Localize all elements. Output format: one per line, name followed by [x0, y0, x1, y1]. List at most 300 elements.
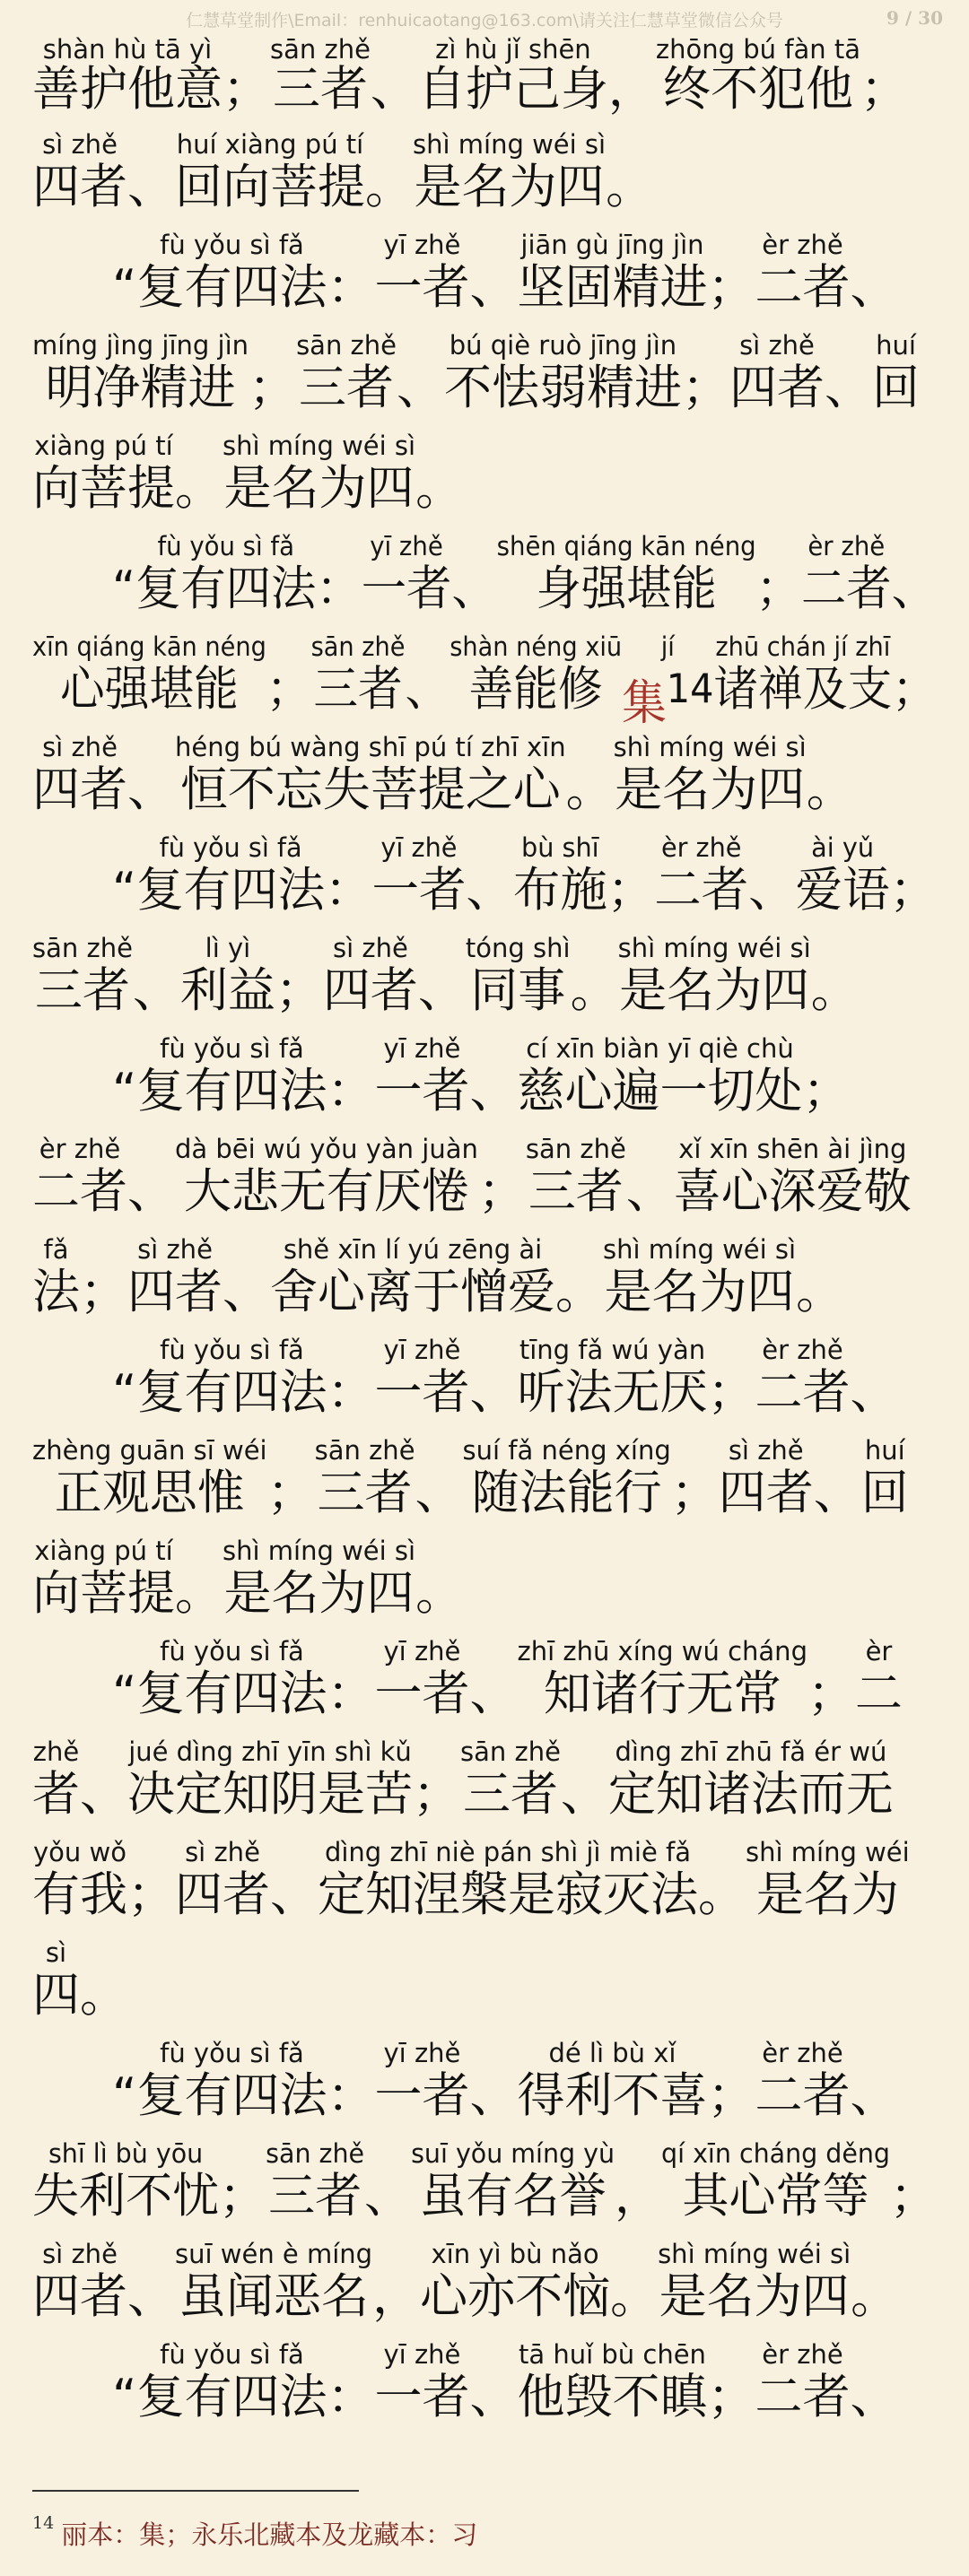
- ruby-segment: [755, 1334, 850, 1420]
- pinyin: dà bēi wú yǒu yàn juàn: [175, 1134, 478, 1164]
- hanzi: 大悲无有厌惓: [183, 1164, 469, 1219]
- ruby-segment: [311, 631, 406, 717]
- hanzi: 、: [364, 2169, 412, 2224]
- ruby-segment: [517, 2037, 707, 2123]
- hanzi: 明净精进: [45, 361, 236, 415]
- pinyin: [364, 2137, 411, 2170]
- hanzi: 其心常等: [682, 2169, 869, 2224]
- ruby-segment: [444, 329, 682, 415]
- pinyin: jí: [660, 631, 675, 662]
- ruby-segment: [112, 2338, 136, 2424]
- pinyin: xiàng pú tí: [34, 431, 173, 461]
- ruby-segment: [682, 329, 729, 415]
- ruby-segment: [469, 1032, 517, 1118]
- ruby-segment: [327, 1032, 374, 1118]
- pinyin: bú qiè ruò jīng jìn: [449, 330, 677, 361]
- ruby-segment: [748, 831, 795, 918]
- pinyin: [851, 2238, 898, 2270]
- text-line: [0, 1635, 969, 1736]
- pinyin: [748, 831, 795, 864]
- ruby-segment: [802, 1032, 850, 1118]
- ruby-segment: [411, 2137, 615, 2224]
- hanzi: 善护他意: [32, 62, 223, 117]
- hanzi: 三者: [313, 662, 403, 717]
- hanzi: 二者: [755, 2068, 851, 2123]
- pinyin: fǎ: [43, 1234, 69, 1265]
- pinyin: [807, 731, 854, 763]
- text-line: [1, 831, 960, 932]
- pinyin: suī yǒu míng yù: [411, 2138, 615, 2169]
- ruby-segment: [526, 1133, 626, 1219]
- hanzi: 坚固精进: [517, 260, 708, 315]
- pinyin: fù yǒu sì fǎ: [160, 1033, 304, 1064]
- hanzi: ；: [707, 2068, 755, 2123]
- ruby-segment: [606, 128, 653, 214]
- hanzi: 是名为四: [223, 461, 415, 516]
- ruby-segment: [618, 932, 811, 1018]
- ruby-segment: [175, 1836, 270, 1922]
- ruby-segment: [112, 1635, 136, 1721]
- hanzi: 四者: [718, 1466, 814, 1520]
- ruby-segment: [566, 731, 614, 817]
- hanzi: 。: [570, 963, 618, 1018]
- ruby-segment: [374, 2037, 469, 2123]
- ruby-segment: [135, 530, 316, 616]
- pinyin: [698, 1836, 746, 1868]
- ruby-segment: [127, 1836, 175, 1922]
- hanzi: 、: [560, 1767, 608, 1822]
- text-line: [0, 1334, 969, 1434]
- pinyin: [707, 2037, 755, 2069]
- ruby-segment: [463, 1434, 671, 1520]
- hanzi: 、: [813, 1466, 861, 1520]
- ruby-segment: [415, 1434, 463, 1520]
- hanzi: 向菩提: [32, 461, 175, 516]
- hanzi: 诸禅及支: [713, 662, 893, 717]
- pinyin: ài yǔ: [811, 832, 875, 863]
- ruby-segment: [223, 430, 415, 516]
- hanzi: 是名为四: [659, 2269, 850, 2324]
- pinyin: jiān gù jīng jìn: [520, 230, 704, 260]
- pinyin: [112, 1032, 136, 1065]
- pinyin: [127, 1133, 175, 1165]
- hanzi: 、: [80, 1767, 127, 1822]
- hanzi: 二者: [800, 561, 892, 616]
- ruby-segment: [32, 731, 127, 817]
- hanzi: 是名为四: [615, 762, 806, 817]
- pinyin: [607, 831, 654, 864]
- ruby-segment: [32, 932, 133, 1018]
- pinyin: fù yǒu sì fǎ: [160, 230, 304, 260]
- ruby-segment: [892, 631, 937, 717]
- ruby-segment: [811, 932, 859, 1018]
- pinyin: héng bú wàng shī pú tí zhī xīn: [175, 732, 566, 762]
- hanzi: 、: [223, 1265, 270, 1319]
- text-line: [0, 1233, 969, 1334]
- ruby-segment: [825, 329, 872, 415]
- ruby-segment: [796, 831, 890, 918]
- pinyin: [127, 731, 175, 763]
- pinyin: [802, 1032, 850, 1065]
- hanzi: 。: [415, 461, 464, 516]
- hanzi: 虽闻恶名: [179, 2269, 370, 2324]
- pinyin: [571, 932, 618, 964]
- pinyin: shì míng wéi: [746, 1837, 910, 1867]
- hanzi: 三者: [299, 361, 395, 415]
- pinyin: [469, 2338, 517, 2371]
- pinyin: dìng zhī niè pán shì jì miè fǎ: [324, 1837, 692, 1867]
- pinyin: zhī zhū xíng wú cháng: [517, 1636, 808, 1667]
- ruby-segment: [136, 229, 327, 315]
- hanzi: 是名为: [755, 1867, 899, 1922]
- pinyin: shì míng wéi sì: [223, 431, 416, 461]
- ruby-segment: [451, 530, 496, 616]
- pinyin: sì zhě: [728, 1435, 804, 1466]
- pinyin: [469, 1032, 517, 1065]
- text-line: [0, 36, 969, 128]
- ruby-segment: [133, 932, 180, 1018]
- hanzi: 、: [891, 561, 937, 616]
- hanzi: 一者: [374, 1064, 470, 1118]
- pinyin: [555, 1233, 603, 1266]
- pinyin: [133, 932, 180, 964]
- pinyin: cí xīn biàn yī qiè chù: [526, 1033, 794, 1064]
- ruby-segment: [698, 1836, 746, 1922]
- hanzi: ；: [477, 1164, 526, 1219]
- pinyin: [325, 831, 371, 864]
- ruby-segment: [850, 229, 897, 315]
- text-line: [0, 932, 969, 1032]
- pinyin: yī zhě: [383, 1636, 461, 1667]
- ruby-segment: [32, 631, 266, 717]
- ruby-segment: [755, 229, 850, 315]
- ruby-segment: [707, 1334, 755, 1420]
- hanzi: 、: [469, 1667, 518, 1721]
- hanzi: 、: [824, 361, 872, 415]
- hanzi: ；: [670, 1466, 719, 1520]
- hanzi: 不怯弱精进: [443, 361, 682, 415]
- hanzi: 回向菩提: [175, 160, 365, 214]
- pinyin: shàn hù tā yì: [42, 34, 213, 65]
- hanzi: 四: [32, 1968, 80, 2023]
- hanzi: 三者: [317, 1466, 413, 1520]
- hanzi: 一者: [374, 260, 470, 315]
- hanzi: 、: [850, 2068, 898, 2123]
- pinyin: [413, 1736, 460, 1768]
- pinyin: dé lì bù xǐ: [548, 2038, 677, 2068]
- hanzi: 。: [175, 461, 223, 516]
- pinyin: [892, 530, 937, 562]
- ruby-segment: [32, 1836, 127, 1922]
- hanzi: 复有四法: [136, 1365, 327, 1420]
- ruby-segment: [323, 932, 418, 1018]
- hanzi: 。: [175, 1566, 223, 1621]
- hanzi: [622, 663, 714, 731]
- hanzi: 得利不喜: [517, 2068, 708, 2123]
- ruby-segment: [327, 1334, 374, 1420]
- ruby-segment: [316, 530, 361, 616]
- hanzi: ；: [860, 62, 908, 117]
- hanzi: 复有四法: [136, 260, 327, 315]
- ruby-segment: [450, 631, 622, 717]
- ruby-segment: [460, 1736, 561, 1822]
- text-line: [0, 1936, 969, 2037]
- pinyin: [327, 1032, 374, 1065]
- pinyin: [127, 1836, 175, 1868]
- hanzi: 虽有名誉: [419, 2169, 607, 2224]
- pinyin: [80, 1233, 127, 1266]
- watermark-header: 仁慧草堂制作\Email：renhuicaotang@163.com\请关注仁慧草堂微信公众号: [186, 11, 783, 30]
- hanzi: 向菩提: [32, 1566, 175, 1621]
- pinyin: [127, 128, 175, 161]
- pinyin: [175, 430, 223, 462]
- pinyin: [112, 2338, 136, 2371]
- hanzi: 、: [127, 160, 175, 214]
- ruby-segment: [275, 932, 323, 1018]
- pinyin: [707, 2338, 755, 2371]
- ruby-segment: [266, 631, 311, 717]
- hanzi: 、: [469, 260, 518, 315]
- ruby-segment: [397, 329, 444, 415]
- hanzi: ；: [607, 863, 655, 918]
- ruby-segment: [561, 1736, 608, 1822]
- scripture-text: [0, 36, 969, 2439]
- ruby-segment: [136, 831, 325, 918]
- ruby-segment: [615, 2137, 661, 2224]
- pinyin: [219, 2137, 266, 2170]
- hanzi: 复有四法: [136, 1667, 327, 1721]
- hanzi: ；: [707, 2370, 755, 2424]
- pinyin: sì: [45, 1937, 67, 1968]
- pinyin: [469, 229, 517, 261]
- hanzi: 他毁不瞋: [517, 2370, 708, 2424]
- hanzi: ；: [266, 662, 311, 717]
- ruby-segment: [707, 229, 755, 315]
- ruby-segment: [418, 932, 466, 1018]
- hanzi: 有我: [32, 1867, 127, 1922]
- hanzi: ；: [707, 260, 755, 315]
- ruby-segment: [808, 1635, 855, 1721]
- ruby-segment: [175, 1535, 223, 1621]
- ruby-segment: [362, 530, 452, 616]
- pinyin: [469, 1635, 517, 1667]
- ruby-segment: [32, 128, 127, 214]
- ruby-segment: [127, 1233, 223, 1319]
- ruby-segment: [32, 1736, 80, 1822]
- hanzi: 正观思惟: [54, 1466, 245, 1520]
- hanzi: 复有四法: [136, 2068, 327, 2123]
- ruby-segment: [608, 36, 656, 117]
- hanzi: 慈心遍一切处: [517, 1064, 803, 1118]
- pinyin: [890, 831, 937, 864]
- ruby-segment: [270, 1836, 318, 1922]
- pinyin: [451, 530, 496, 562]
- ruby-segment: [371, 831, 466, 918]
- pinyin: shě xīn lí yú zēng ài: [283, 1234, 543, 1265]
- ruby-segment: [406, 631, 450, 717]
- ruby-segment: [374, 229, 469, 315]
- hanzi: 四者: [32, 762, 127, 817]
- hanzi: “: [112, 2370, 137, 2424]
- ruby-segment: [796, 1233, 843, 1319]
- pinyin: yī zhě: [383, 1033, 461, 1064]
- hanzi: 布施: [512, 863, 607, 918]
- pinyin: shàn néng xiū: [450, 631, 623, 662]
- pinyin: sì zhě: [333, 933, 408, 963]
- text-line: [0, 1836, 969, 1936]
- hanzi: ；: [681, 361, 729, 415]
- text-line: [5, 530, 937, 631]
- ruby-segment: [127, 1736, 413, 1822]
- pinyin: fù yǒu sì fǎ: [160, 2038, 304, 2068]
- ruby-segment: [112, 831, 136, 918]
- hanzi: 复有四法: [136, 863, 326, 918]
- ruby-segment: [318, 1836, 698, 1922]
- hanzi: 随法能行: [471, 1466, 662, 1520]
- ruby-segment: [571, 932, 618, 1018]
- pinyin: fù yǒu sì fǎ: [159, 832, 302, 863]
- ruby-segment: [32, 430, 175, 516]
- ruby-segment: [32, 329, 249, 415]
- hanzi: 、: [850, 2370, 898, 2424]
- text-line: [0, 2037, 969, 2137]
- ruby-segment: [418, 36, 608, 117]
- ruby-segment: [175, 2238, 372, 2324]
- hanzi: 、: [451, 561, 497, 616]
- pinyin: fù yǒu sì fǎ: [160, 1335, 304, 1365]
- pinyin: èr zhě: [762, 2339, 843, 2370]
- pinyin: bù shī: [520, 832, 599, 863]
- pinyin: dìng zhī zhū fǎ ér wú: [615, 1736, 887, 1767]
- ruby-segment: [469, 1635, 517, 1721]
- pinyin: èr zhě: [660, 832, 742, 863]
- pinyin: [466, 831, 512, 864]
- hanzi: 一者: [374, 2068, 470, 2123]
- hanzi: 四者: [175, 1867, 270, 1922]
- text-line: [2, 631, 937, 731]
- ruby-segment: [755, 2338, 850, 2424]
- hanzi: 三者: [528, 1164, 624, 1219]
- pinyin: [892, 631, 937, 663]
- hanzi: ；: [266, 1466, 315, 1520]
- pinyin: sān zhě: [266, 2138, 365, 2169]
- hanzi: 听法无厌: [517, 1365, 708, 1420]
- hanzi: 、: [748, 863, 796, 918]
- hanzi: “: [112, 1064, 137, 1118]
- hanzi: ；: [889, 863, 937, 918]
- pinyin: [561, 1736, 608, 1768]
- ruby-segment: [270, 36, 371, 117]
- pinyin: [275, 932, 323, 964]
- ruby-segment: [32, 1535, 175, 1621]
- ruby-segment: [136, 1334, 327, 1420]
- hanzi: ；: [80, 1265, 127, 1319]
- pinyin: huí: [864, 1435, 905, 1466]
- ruby-segment: [32, 1133, 127, 1219]
- ruby-segment: [127, 128, 175, 214]
- hanzi: 、: [469, 1365, 518, 1420]
- ruby-segment: [374, 1635, 469, 1721]
- hanzi: 是名为四: [414, 160, 605, 214]
- hanzi: 定知诸法而无: [607, 1767, 894, 1822]
- ruby-segment: [80, 1736, 127, 1822]
- ruby-segment: [872, 329, 920, 415]
- hanzi: ，: [372, 2269, 421, 2324]
- ruby-segment: [614, 731, 807, 817]
- pinyin: huí: [876, 330, 916, 361]
- pinyin: sì zhě: [42, 2239, 118, 2269]
- hanzi: ；: [127, 1867, 175, 1922]
- hanzi: 四者: [322, 963, 418, 1018]
- ruby-segment: [850, 1334, 897, 1420]
- ruby-segment: [746, 1836, 910, 1922]
- hanzi: “: [112, 1667, 137, 1721]
- hanzi: ；: [223, 62, 270, 117]
- pinyin: xǐ xīn shēn ài jìng: [678, 1134, 907, 1164]
- ruby-segment: [270, 1233, 555, 1319]
- hanzi: 利益: [179, 963, 275, 1018]
- pinyin: [249, 329, 296, 361]
- page-header: [0, 0, 969, 36]
- ruby-segment: [851, 2238, 898, 2324]
- pinyin: [418, 932, 466, 964]
- pinyin: yǒu wǒ: [33, 1837, 127, 1867]
- ruby-segment: [517, 1334, 707, 1420]
- pinyin: [825, 329, 872, 361]
- pinyin: [415, 430, 463, 462]
- pinyin: yī zhě: [380, 832, 458, 863]
- pinyin: [850, 229, 897, 261]
- pinyin: [860, 36, 908, 63]
- ruby-segment: [513, 831, 607, 918]
- hanzi: 。: [415, 1566, 464, 1621]
- pinyin: zì hù jǐ shēn: [435, 34, 591, 65]
- pinyin: [808, 1635, 855, 1667]
- pinyin: zhōng bú fàn tā: [655, 34, 860, 65]
- hanzi: 、: [469, 2370, 518, 2424]
- pinyin: [850, 2037, 897, 2069]
- text-line: [0, 1133, 969, 1233]
- hanzi: 是名为四: [604, 1265, 795, 1319]
- ruby-segment: [466, 932, 571, 1018]
- hanzi: 、: [417, 963, 466, 1018]
- hanzi: 二者: [755, 1365, 851, 1420]
- ruby-segment: [249, 329, 296, 415]
- pinyin: huí xiàng pú tí: [176, 129, 364, 160]
- hanzi: 身强堪能: [536, 561, 717, 616]
- pinyin: yī zhě: [383, 2038, 461, 2068]
- ruby-segment: [814, 1434, 861, 1520]
- ruby-segment: [707, 2037, 755, 2123]
- hanzi: ：: [316, 561, 362, 616]
- hanzi: 、: [469, 1064, 518, 1118]
- hanzi: ：: [325, 863, 372, 918]
- pinyin: yī zhě: [383, 1335, 461, 1365]
- pinyin: fù yǒu sì fǎ: [157, 531, 295, 561]
- pinyin: [671, 1434, 719, 1466]
- ruby-segment: [517, 1032, 802, 1118]
- ruby-segment: [517, 2338, 707, 2424]
- ruby-segment: [296, 329, 397, 415]
- ruby-segment: [32, 2238, 127, 2324]
- hanzi: 。: [806, 762, 854, 817]
- footnote: [32, 2515, 477, 2552]
- ruby-segment: [607, 831, 654, 918]
- hanzi: 者: [32, 1767, 80, 1822]
- hanzi: “: [112, 1365, 137, 1420]
- hanzi: 。: [606, 160, 654, 214]
- hanzi: 、: [132, 963, 180, 1018]
